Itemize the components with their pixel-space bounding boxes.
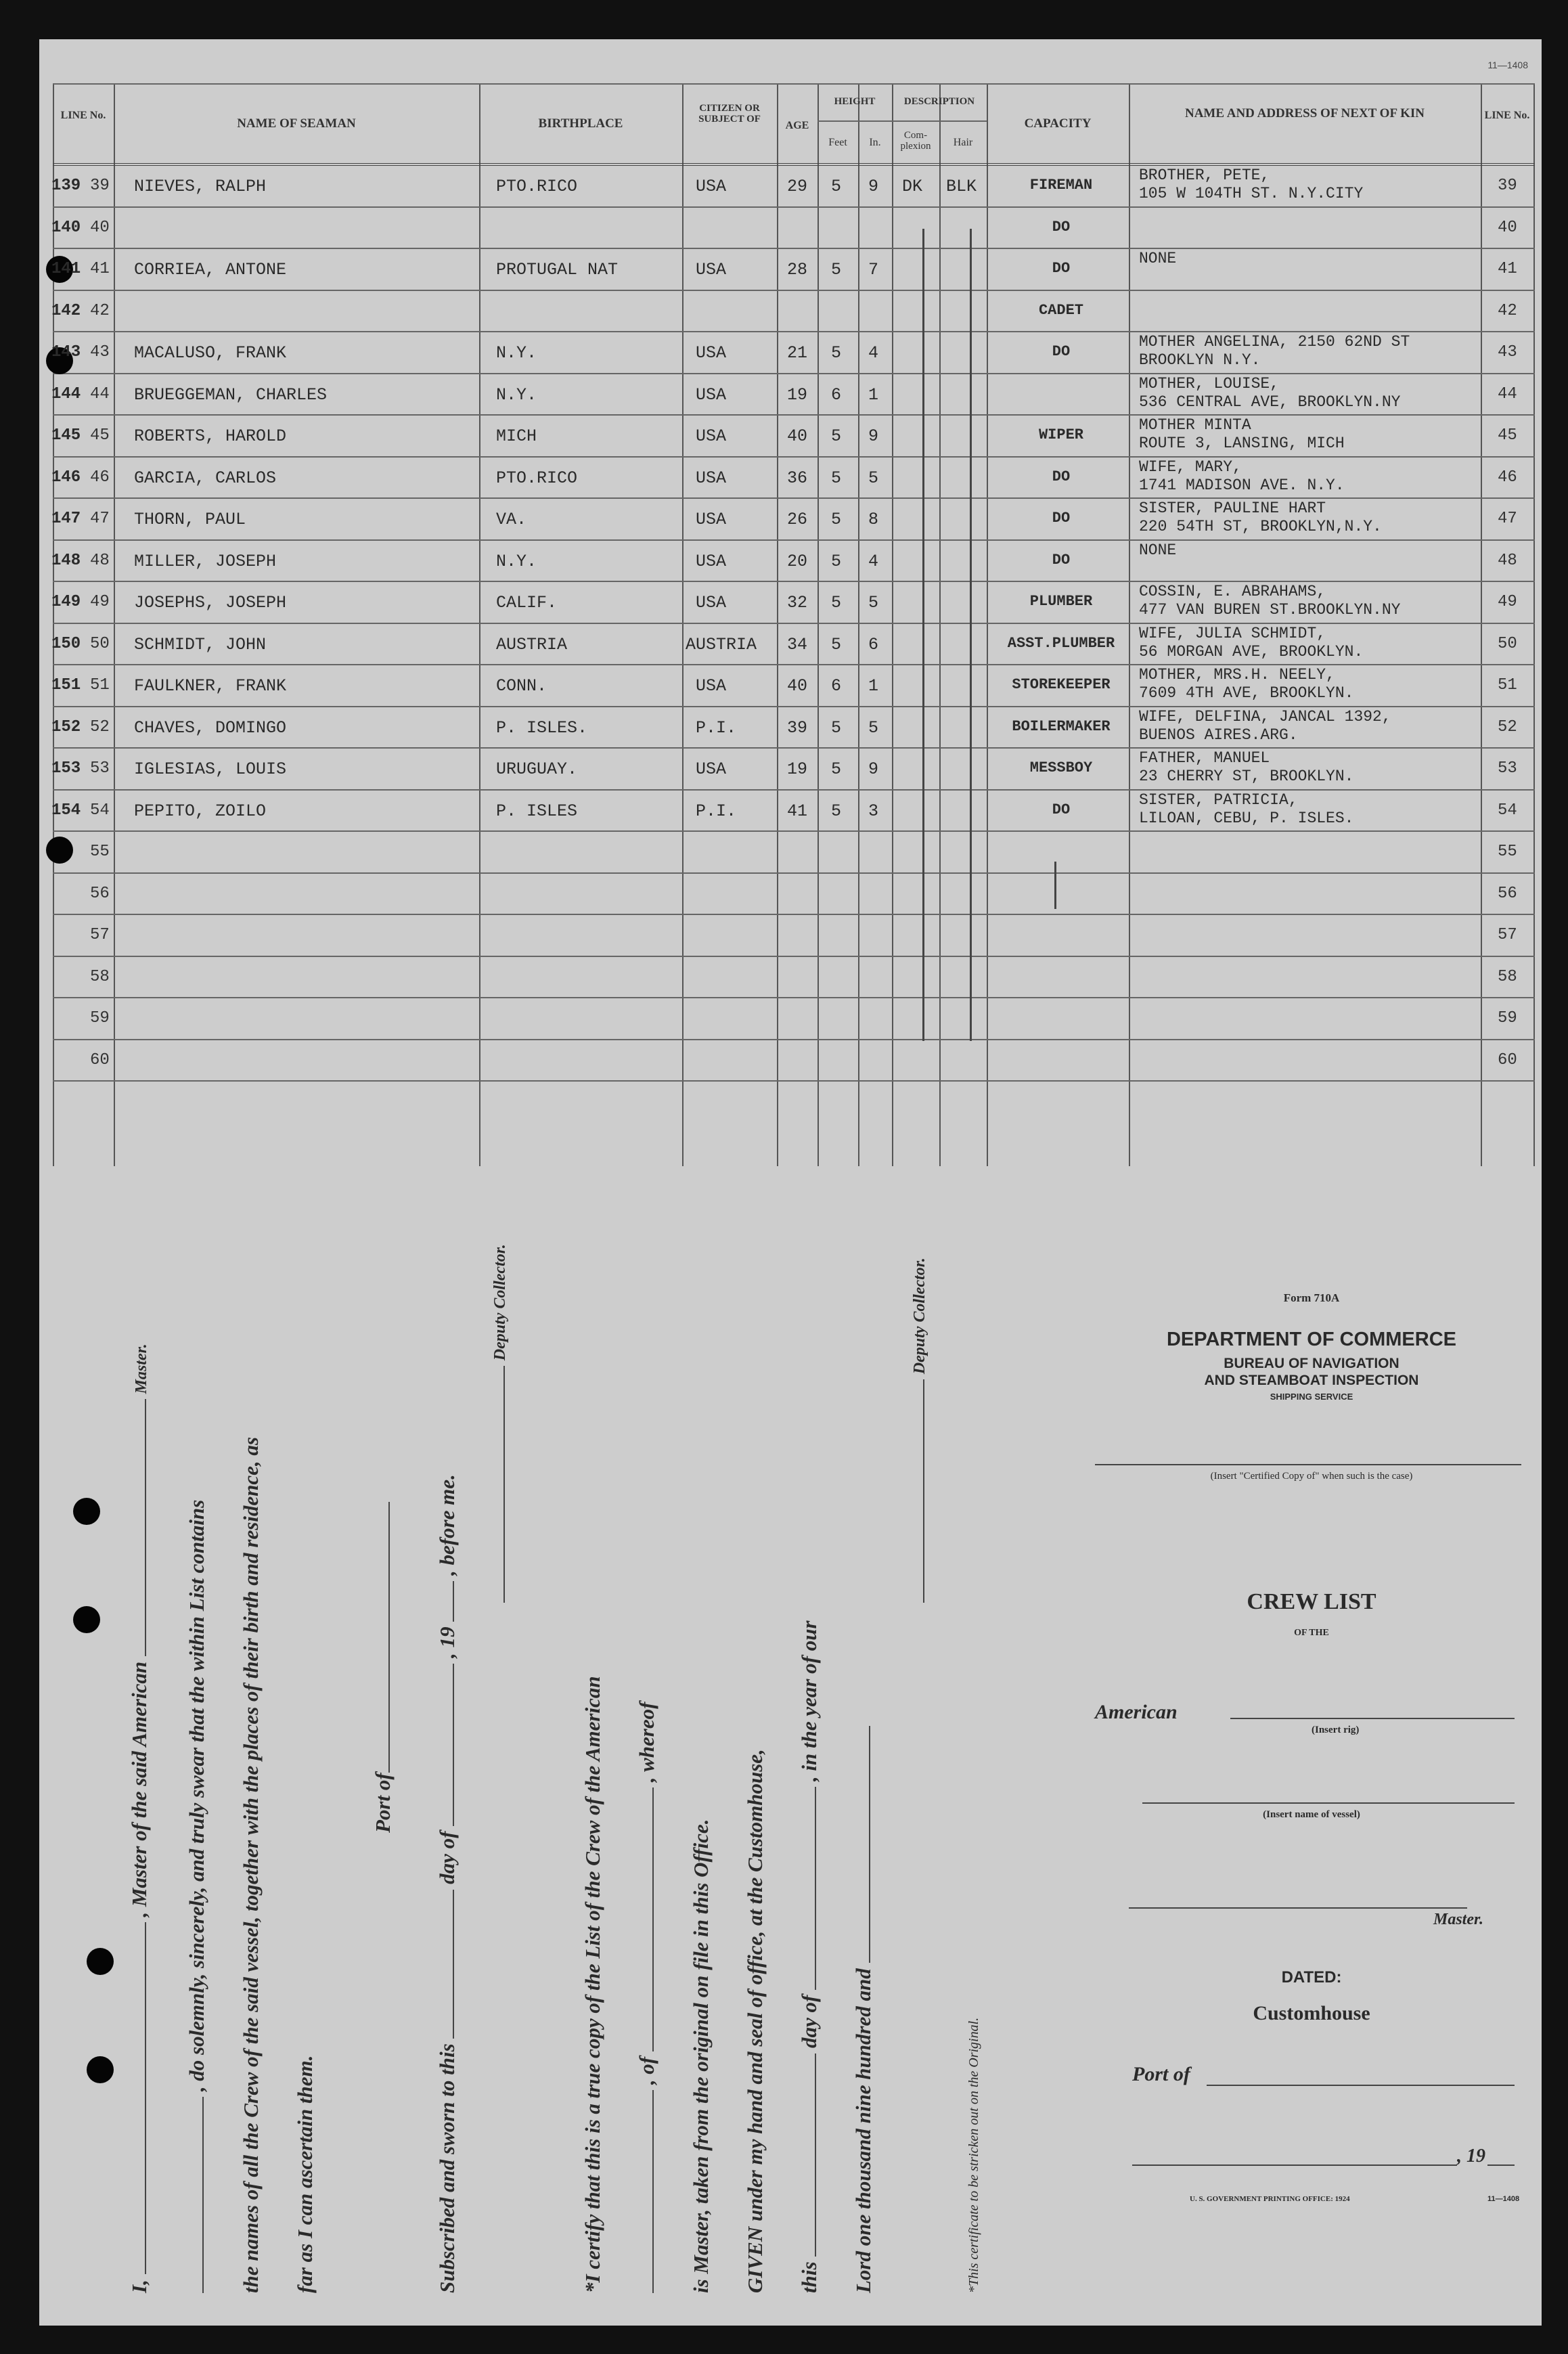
cell-ft: 5	[831, 468, 842, 488]
cell-birth: AUSTRIA	[496, 634, 568, 654]
cell-name: GARCIA, CARLOS	[134, 468, 277, 488]
cell-age: 29	[787, 177, 808, 196]
table-row	[53, 206, 1535, 247]
cell-line: 53	[90, 759, 110, 778]
table-row	[53, 414, 1535, 455]
cell-in: 5	[868, 593, 879, 613]
table-row	[53, 789, 1535, 830]
cell-name: CHAVES, DOMINGO	[134, 717, 287, 738]
cell-cit: USA	[696, 426, 727, 446]
cert-crew-names-text: the names of all the Crew of the said vessel, together with the places of their birth and residence, as	[239, 1437, 263, 2293]
header-feet: Feet	[828, 137, 847, 148]
cert-footnote: *This certificate to be stricken out on the Original.	[966, 2017, 981, 2293]
cell-cit: USA	[696, 343, 727, 363]
cell-cap: DO	[1052, 801, 1071, 818]
cert-master-label: Master.	[133, 1343, 150, 1394]
cell-ft: 5	[831, 177, 842, 196]
bureau-line-1: BUREAU OF NAVIGATION	[1224, 1356, 1399, 1371]
cert-i: I,	[127, 2280, 151, 2293]
cell-ft: 5	[831, 593, 842, 613]
cell-line: 59	[90, 1009, 110, 1027]
cell-birth: VA.	[496, 510, 527, 529]
cell-line-right: 45	[1498, 426, 1517, 445]
cell-cap: PLUMBER	[1029, 593, 1093, 610]
cell-in: 3	[868, 801, 879, 821]
cell-line: 49	[90, 593, 110, 611]
cell-kin-line2: 7609 4TH AVE, BROOKLYN.	[1139, 684, 1354, 702]
header-citizen: CITIZEN OR SUBJECT OF	[698, 103, 761, 125]
cell-birth: N.Y.	[496, 551, 537, 571]
cell-ft: 5	[831, 510, 842, 529]
table-row	[53, 539, 1535, 580]
header-description: DESCRIPTION	[903, 96, 975, 107]
cert-given: GIVEN under my hand and seal of office, at the Customhouse,	[743, 1749, 767, 2293]
table-row	[53, 331, 1535, 372]
cell-line: 56	[90, 884, 110, 903]
cell-kin-line1: MOTHER, MRS.H. NEELY,	[1139, 666, 1335, 684]
bureau-line-2: AND STEAMBOAT INSPECTION	[1204, 1373, 1419, 1388]
gpo-code: 11—1408	[1487, 2195, 1520, 2203]
cell-birth: CALIF.	[496, 593, 558, 613]
cell-in: 1	[868, 676, 879, 696]
table-row	[53, 997, 1535, 1038]
cell-line-right: 40	[1498, 218, 1517, 237]
cell-name: JOSEPHS, JOSEPH	[134, 593, 287, 613]
sequence-number: 152	[51, 717, 81, 736]
cell-cap: DO	[1052, 551, 1071, 569]
cell-age: 39	[787, 717, 808, 738]
cell-kin-line2: 1741 MADISON AVE. N.Y.	[1139, 476, 1345, 494]
cert-swear-text: , do solemnly, sincerely, and truly swear that the within List contains	[185, 1499, 208, 2092]
cell-name: THORN, PAUL	[134, 510, 246, 529]
header-inches: In.	[869, 137, 881, 148]
insert-vessel-note: (Insert name of vessel)	[1263, 1809, 1360, 1820]
cert-this: this	[797, 2261, 821, 2293]
cell-age: 34	[787, 634, 808, 654]
cert-whereof: , whereof	[635, 1702, 658, 1783]
cell-line-right: 49	[1498, 593, 1517, 611]
cell-cap: FIREMAN	[1029, 177, 1093, 194]
cell-cit: USA	[696, 384, 727, 405]
cert-of: , of	[635, 2056, 658, 2085]
cell-cap: CADET	[1038, 301, 1083, 319]
cell-line-right: 46	[1498, 468, 1517, 487]
cell-line: 45	[90, 426, 110, 445]
cell-line: 47	[90, 510, 110, 528]
cell-in: 5	[868, 468, 879, 488]
header-name: NAME OF SEAMAN	[237, 116, 356, 131]
cert-subscribed: Subscribed and sworn to this	[435, 2043, 459, 2293]
cell-age: 20	[787, 551, 808, 571]
cell-line: 48	[90, 551, 110, 570]
cell-age: 40	[787, 676, 808, 696]
cell-kin-line2: 56 MORGAN AVE, BROOKLYN.	[1139, 642, 1364, 661]
gpo-imprint: U. S. GOVERNMENT PRINTING OFFICE: 1924	[1190, 2195, 1350, 2203]
crew-table	[53, 83, 1535, 1166]
customhouse-label: Customhouse	[1253, 2002, 1370, 2024]
cell-line-right: 52	[1498, 717, 1517, 736]
cell-line: 41	[90, 260, 110, 278]
header-next-of-kin: NAME AND ADDRESS OF NEXT OF KIN	[1184, 106, 1425, 120]
cell-ft: 5	[831, 426, 842, 446]
cell-line: 57	[90, 926, 110, 944]
cell-kin-line2: LILOAN, CEBU, P. ISLES.	[1139, 809, 1354, 827]
crew-list-title: CREW LIST	[1247, 1589, 1376, 1614]
cell-birth: CONN.	[496, 676, 547, 696]
cell-age: 19	[787, 759, 808, 779]
sequence-number: 143	[51, 343, 81, 361]
cell-kin-line2: 477 VAN BUREN ST.BROOKLYN.NY	[1139, 601, 1401, 619]
sequence-number: 151	[51, 676, 81, 694]
cell-kin-line2: 105 W 104TH ST. N.Y.CITY	[1139, 185, 1364, 202]
cell-line-right: 47	[1498, 510, 1517, 528]
sequence-number: 148	[51, 551, 81, 570]
cell-comp: DK	[902, 177, 923, 196]
crew-list-sheet	[39, 39, 1542, 2326]
cell-kin-line1: FATHER, MANUEL	[1139, 749, 1270, 767]
header-hair: Hair	[953, 137, 973, 148]
table-row	[53, 248, 1535, 288]
cell-cit: USA	[696, 468, 727, 488]
cell-cap: BOILERMAKER	[1012, 717, 1111, 735]
cert-deputy-collector-2: Deputy Collector.	[911, 1258, 928, 1375]
cell-birth: PTO.RICO	[496, 468, 578, 488]
cell-in: 9	[868, 759, 879, 779]
sequence-number: 139	[51, 177, 81, 195]
table-row	[53, 747, 1535, 788]
cell-age: 36	[787, 468, 808, 488]
cell-kin-line2: ROUTE 3, LANSING, MICH	[1139, 435, 1345, 452]
table-row	[53, 497, 1535, 538]
cell-in: 9	[868, 426, 879, 446]
cell-ft: 5	[831, 343, 842, 363]
cell-kin-line1: COSSIN, E. ABRAHAMS,	[1139, 583, 1326, 600]
cell-line-right: 44	[1498, 384, 1517, 403]
cell-in: 6	[868, 634, 879, 654]
cell-line: 55	[90, 843, 110, 861]
cell-in: 4	[868, 551, 879, 571]
table-row	[53, 872, 1535, 913]
cell-name: CORRIEA, ANTONE	[134, 260, 287, 280]
sequence-number: 144	[51, 384, 81, 403]
cell-kin-line1: MOTHER ANGELINA, 2150 62ND ST	[1139, 333, 1410, 351]
cell-birth: P. ISLES	[496, 801, 578, 821]
sequence-number: 150	[51, 634, 81, 653]
cell-cap: DO	[1052, 468, 1071, 485]
cell-cit: USA	[696, 510, 727, 529]
cell-name: BRUEGGEMAN, CHARLES	[134, 384, 328, 405]
cell-line-right: 51	[1498, 676, 1517, 694]
american-label: American	[1095, 1701, 1178, 1723]
cell-kin-line1: SISTER, PATRICIA,	[1139, 791, 1298, 809]
header-complexion: Com-plexion	[900, 130, 931, 152]
insert-certified-copy-note: (Insert "Certified Copy of" when such is the case)	[1210, 1471, 1413, 1482]
cell-cit: USA	[696, 260, 727, 280]
table-row	[53, 664, 1535, 705]
dated-label: DATED:	[1281, 1968, 1342, 1986]
cell-name: SCHMIDT, JOHN	[134, 634, 267, 654]
cell-name: PEPITO, ZOILO	[134, 801, 267, 821]
cell-kin-line2: 536 CENTRAL AVE, BROOKLYN.NY	[1139, 393, 1401, 411]
header-height: HEIGHT	[834, 96, 876, 107]
cell-line-right: 42	[1498, 301, 1517, 320]
cell-kin-line2: BROOKLYN N.Y.	[1139, 351, 1261, 369]
cell-line: 51	[90, 676, 110, 694]
cell-age: 19	[787, 384, 808, 405]
cell-line-right: 56	[1498, 884, 1517, 903]
form-code: 11—1408	[1487, 60, 1528, 70]
cell-line: 52	[90, 717, 110, 736]
cell-line: 43	[90, 343, 110, 361]
cell-name: MACALUSO, FRANK	[134, 343, 287, 363]
cell-line: 54	[90, 801, 110, 820]
cert-master-of-american: , Master of the said American	[127, 1661, 151, 1917]
cell-cap: WIPER	[1038, 426, 1083, 443]
cell-line-right: 58	[1498, 967, 1517, 986]
cert-nineteen: , 19	[435, 1626, 459, 1658]
cell-line: 42	[90, 301, 110, 320]
cell-kin-line1: MOTHER MINTA	[1139, 416, 1251, 434]
cert-lord: Lord one thousand nine hundred and	[851, 1968, 875, 2293]
cell-kin-line1: WIFE, DELFINA, JANCAL 1392,	[1139, 707, 1391, 726]
cell-age: 41	[787, 801, 808, 821]
cell-kin-line1: WIFE, JULIA SCHMIDT,	[1139, 624, 1326, 642]
sequence-number: 153	[51, 759, 81, 778]
cell-birth: P. ISLES.	[496, 717, 588, 738]
cell-kin-line2: 23 CHERRY ST, BROOKLYN.	[1139, 768, 1354, 785]
table-row	[53, 290, 1535, 330]
cell-age: 26	[787, 510, 808, 529]
shipping-service: SHIPPING SERVICE	[1270, 1392, 1353, 1402]
cell-line-right: 59	[1498, 1009, 1517, 1027]
form-number: Form 710A	[1283, 1291, 1340, 1304]
header-line-no-right: LINE No.	[1484, 110, 1530, 121]
cell-cit: P.I.	[696, 801, 737, 821]
sequence-number: 145	[51, 426, 81, 445]
punch-hole	[73, 1498, 100, 1525]
cell-birth: PROTUGAL NAT	[496, 260, 619, 280]
cell-kin-line1: BROTHER, PETE,	[1139, 166, 1270, 184]
port-of-label: Port of	[1132, 2063, 1190, 2085]
cell-in: 1	[868, 384, 879, 405]
cell-line: 50	[90, 634, 110, 653]
table-row	[53, 623, 1535, 663]
table-row	[53, 914, 1535, 954]
cell-age: 28	[787, 260, 808, 280]
cell-name: NIEVES, RALPH	[134, 177, 267, 196]
cell-kin-line2: 220 54TH ST, BROOKLYN,N.Y.	[1139, 518, 1382, 535]
header-birthplace: BIRTHPLACE	[538, 116, 623, 131]
cell-line-right: 50	[1498, 634, 1517, 653]
sequence-number: 147	[51, 510, 81, 528]
cell-kin-line1: WIFE, MARY,	[1139, 458, 1242, 476]
cell-cap: DO	[1052, 218, 1071, 236]
cell-ft: 5	[831, 551, 842, 571]
cell-cap: DO	[1052, 510, 1071, 527]
cell-line: 39	[90, 177, 110, 195]
cell-line-right: 43	[1498, 343, 1517, 361]
punch-hole	[87, 2056, 114, 2083]
cell-ft: 5	[831, 759, 842, 779]
cell-line-right: 54	[1498, 801, 1517, 820]
cell-ft: 6	[831, 676, 842, 696]
table-row	[53, 830, 1535, 871]
cell-age: 40	[787, 426, 808, 446]
nineteen-label: , 19	[1457, 2146, 1485, 2167]
cell-ft: 5	[831, 260, 842, 280]
cell-birth: N.Y.	[496, 343, 537, 363]
department-title: DEPARTMENT OF COMMERCE	[1166, 1329, 1456, 1350]
table-row	[53, 956, 1535, 996]
cell-birth: MICH	[496, 426, 537, 446]
header-capacity: CAPACITY	[1024, 116, 1092, 131]
cell-line-right: 57	[1498, 926, 1517, 944]
cell-birth: URUGUAY.	[496, 759, 578, 779]
sequence-number: 146	[51, 468, 81, 487]
sequence-number: 141	[51, 260, 81, 278]
punch-hole	[73, 1606, 100, 1633]
cell-name: FAULKNER, FRANK	[134, 676, 287, 696]
header-line-no: LINE No.	[60, 110, 106, 121]
punch-hole	[87, 1948, 114, 1975]
cell-kin-line1: NONE	[1139, 541, 1177, 559]
sequence-number: 142	[51, 301, 81, 320]
cell-in: 8	[868, 510, 879, 529]
cell-cap: DO	[1052, 260, 1071, 277]
cell-in: 4	[868, 343, 879, 363]
cell-name: ROBERTS, HAROLD	[134, 426, 287, 446]
master-oath-certificate	[120, 1244, 1000, 2293]
table-row	[53, 581, 1535, 621]
cell-age: 32	[787, 593, 808, 613]
cell-cit: USA	[696, 676, 727, 696]
cell-in: 7	[868, 260, 879, 280]
cert-ascertain-text: far as I can ascertain them.	[293, 2055, 317, 2293]
cell-age: 21	[787, 343, 808, 363]
cell-kin-line1: MOTHER, LOUISE,	[1139, 374, 1280, 393]
cell-line: 58	[90, 967, 110, 986]
cell-kin-line1: NONE	[1139, 250, 1177, 267]
master-label: Master.	[1433, 1911, 1484, 1928]
cell-cap: MESSBOY	[1029, 759, 1093, 776]
sequence-number: 140	[51, 218, 81, 237]
cell-birth: N.Y.	[496, 384, 537, 405]
cert-year-of-our: , in the year of our	[797, 1620, 821, 1782]
cell-ft: 5	[831, 634, 842, 654]
cell-in: 9	[868, 177, 879, 196]
cell-cap: ASST.PLUMBER	[1007, 634, 1115, 652]
cell-ft: 5	[831, 801, 842, 821]
table-row	[53, 164, 1535, 205]
table-row	[53, 456, 1535, 497]
cell-line-right: 41	[1498, 260, 1517, 278]
cell-name: MILLER, JOSEPH	[134, 551, 277, 571]
of-the: OF THE	[1294, 1628, 1329, 1638]
cert-deputy-collector: Deputy Collector.	[491, 1244, 509, 1361]
cell-line: 40	[90, 218, 110, 237]
cell-cit: USA	[696, 759, 727, 779]
cell-line: 46	[90, 468, 110, 487]
punch-hole	[46, 837, 73, 864]
cell-kin-line1: SISTER, PAULINE HART	[1139, 499, 1326, 517]
cell-cit: USA	[696, 593, 727, 613]
cell-kin-line2: BUENOS AIRES.ARG.	[1139, 726, 1298, 744]
cell-cit: USA	[696, 551, 727, 571]
cell-line: 60	[90, 1050, 110, 1069]
cell-hair: BLK	[946, 177, 977, 196]
cell-line-right: 39	[1498, 177, 1517, 195]
header-age: AGE	[785, 120, 809, 131]
table-row	[53, 373, 1535, 414]
table-row	[53, 706, 1535, 747]
cell-birth: PTO.RICO	[496, 177, 578, 196]
cell-cap: DO	[1052, 343, 1071, 360]
cell-ft: 6	[831, 384, 842, 405]
cert-day-of: day of	[435, 1831, 459, 1884]
cell-line-right: 53	[1498, 759, 1517, 778]
cell-line-right: 48	[1498, 551, 1517, 570]
cell-cit: USA	[696, 177, 727, 196]
cert-day-of-2: day of	[797, 1995, 821, 2048]
cell-cit: AUSTRIA	[686, 634, 757, 654]
cell-name: IGLESIAS, LOUIS	[134, 759, 287, 779]
cell-in: 5	[868, 717, 879, 738]
cell-line-right: 60	[1498, 1050, 1517, 1069]
insert-rig-note: (Insert rig)	[1312, 1725, 1360, 1735]
cert-port-of: Port of	[371, 1773, 395, 1833]
cert-before-me: , before me.	[435, 1474, 459, 1576]
sequence-number: 149	[51, 593, 81, 611]
cell-ft: 5	[831, 717, 842, 738]
cell-line-right: 55	[1498, 843, 1517, 861]
cert-certify-text: *I certify that this is a true copy of the List of the Crew of the American	[581, 1676, 604, 2293]
cell-cit: P.I.	[696, 717, 737, 738]
cert-is-master: is Master, taken from the original on file in this Office.	[689, 1819, 713, 2293]
cell-line: 44	[90, 384, 110, 403]
table-row	[53, 1039, 1535, 1080]
cell-cap: STOREKEEPER	[1012, 676, 1111, 693]
sequence-number: 154	[51, 801, 81, 820]
